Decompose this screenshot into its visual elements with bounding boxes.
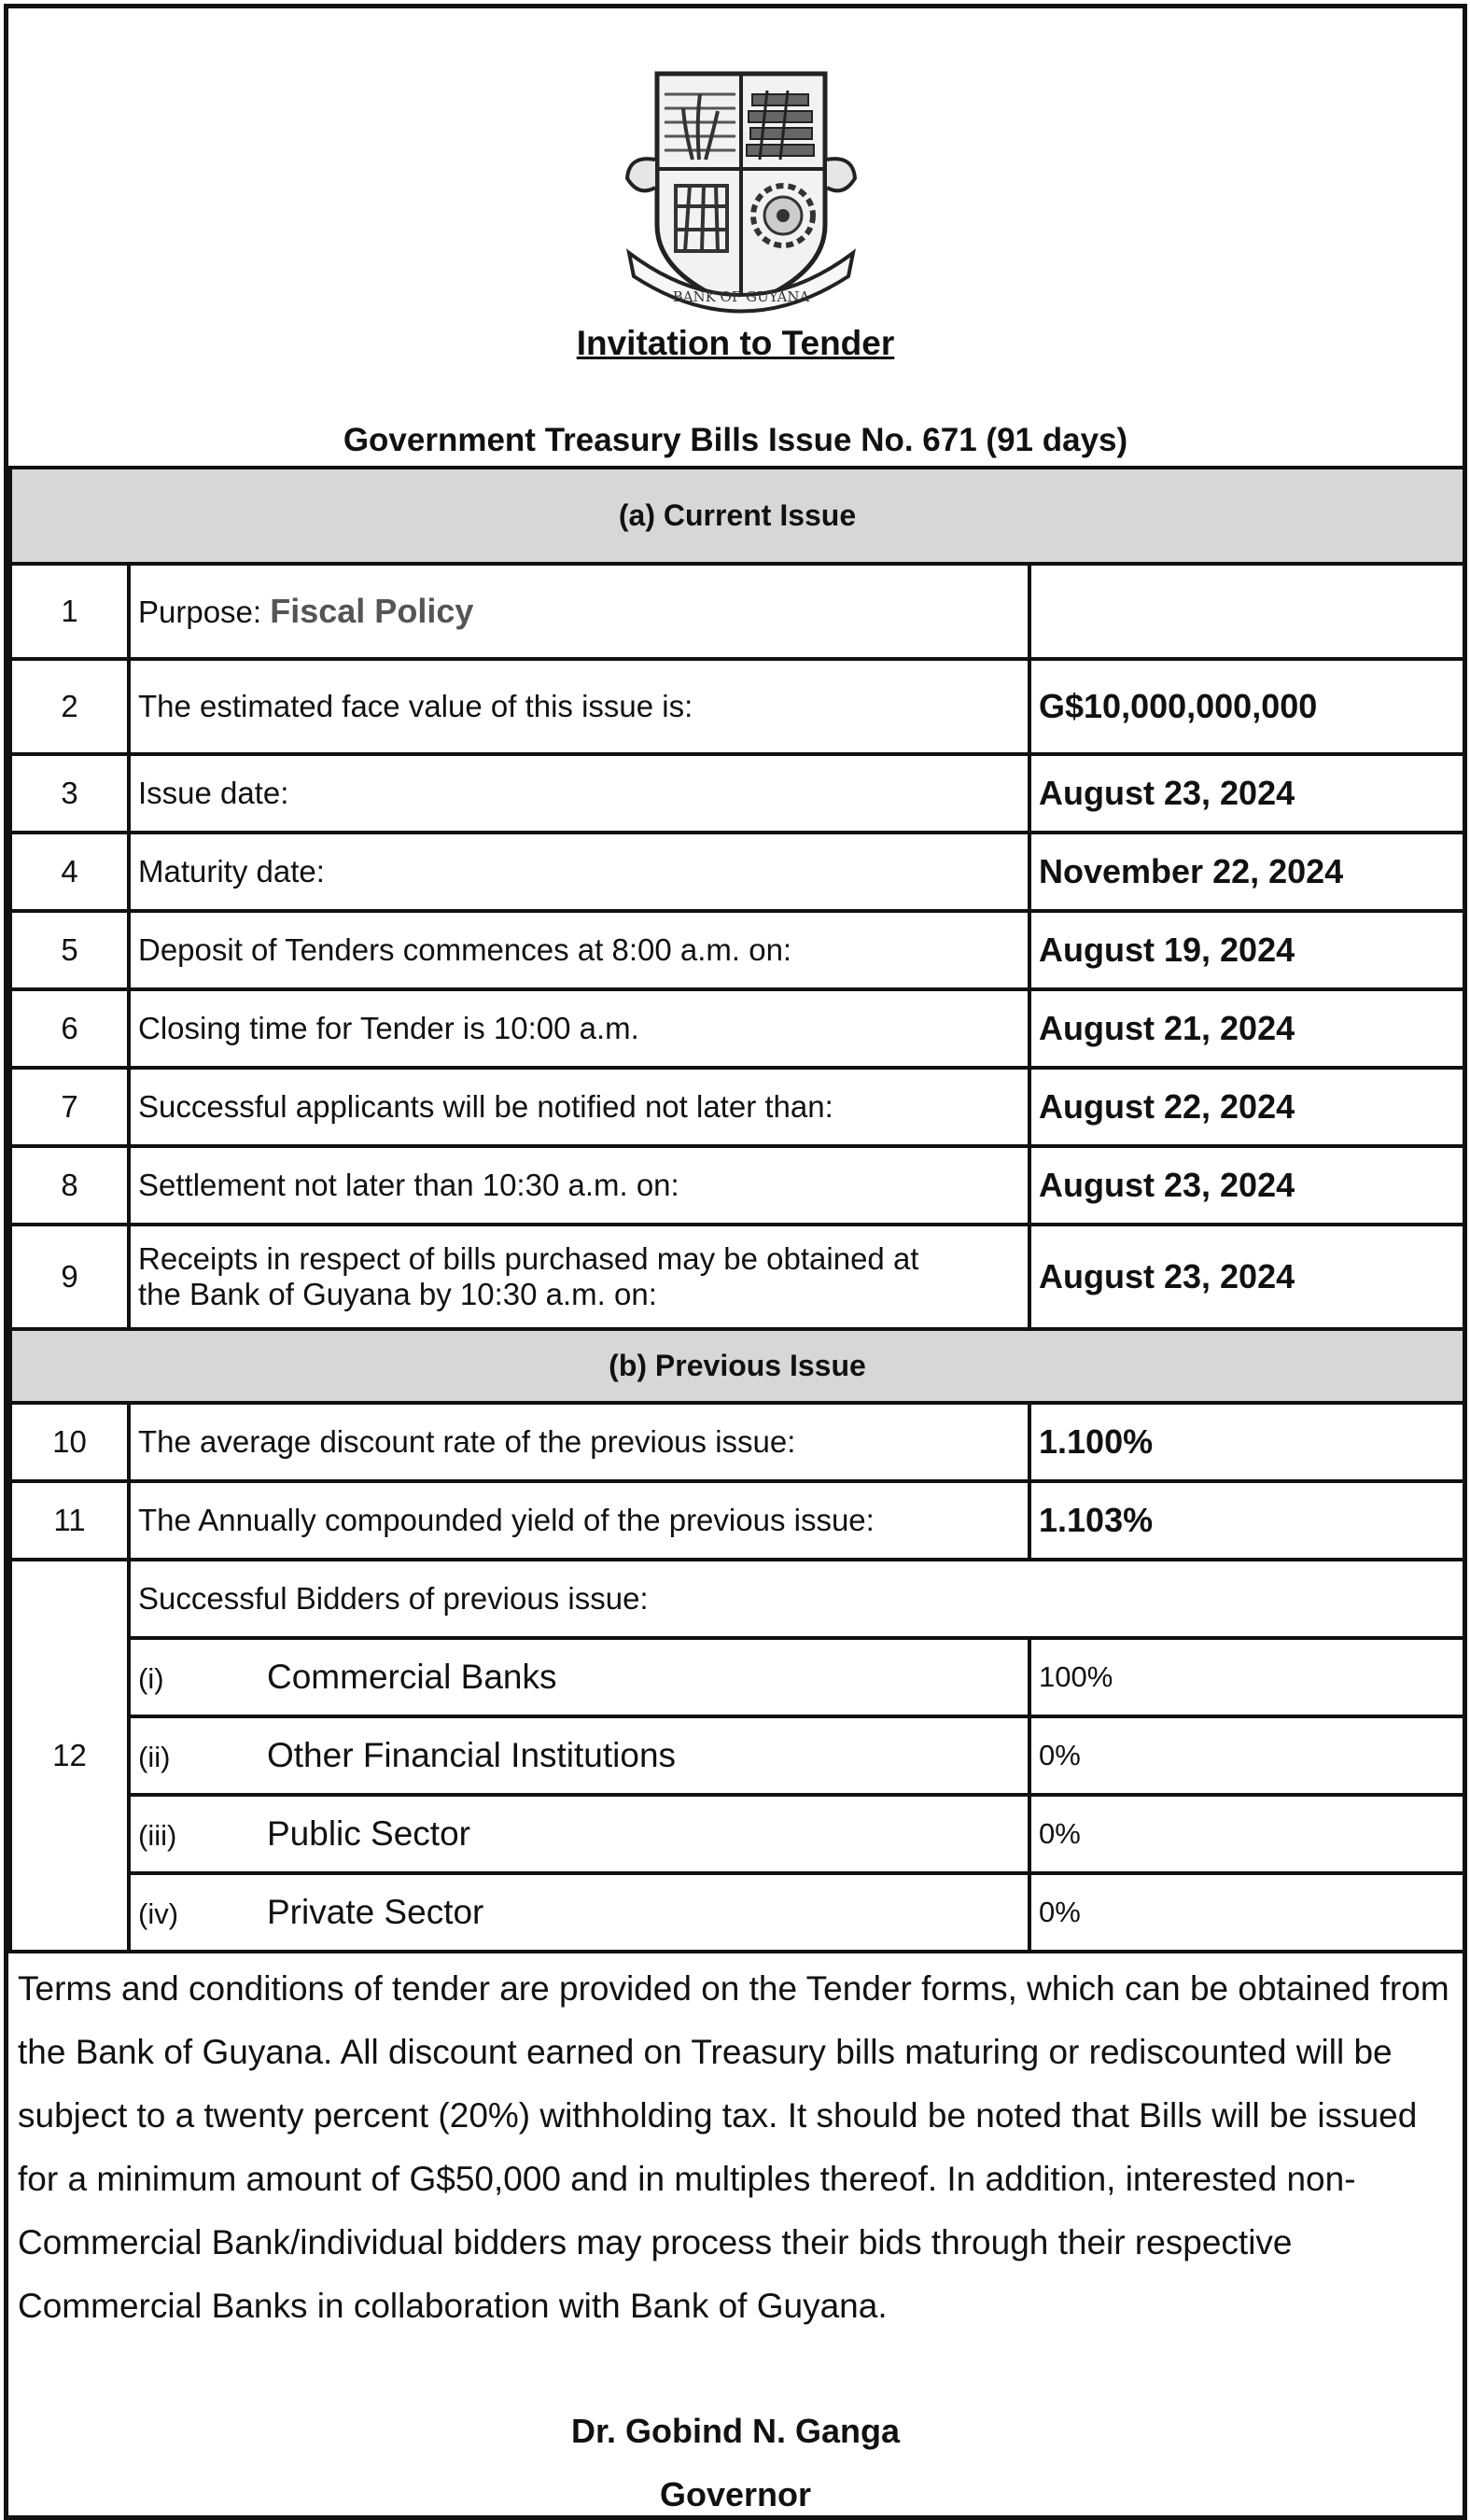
row-label: Closing time for Tender is 10:00 a.m.: [129, 989, 1029, 1068]
row-number: 4: [10, 833, 129, 911]
bidder-numeral: (iii): [138, 1819, 177, 1852]
bidder-category: Public Sector: [267, 1814, 470, 1853]
bidder-label: [129, 1638, 1029, 1716]
table-row: [10, 754, 1464, 833]
bidder-row: [10, 1638, 1464, 1716]
section-current-issue: [10, 468, 1464, 564]
terms-paragraph: Terms and conditions of tender are provided on the Tender forms, which can be obtained from the Bank of Guyana. All discount earned on Treasury bills maturing or rediscounted will be subject to a twenty percent (20%) withholding tax. It should be noted that Bills will be issued for a minimum amount of G$50,000 and in multiples thereof. In addition, interested non-Commercial Bank/individual bidders may process their bids through their respective Commercial Banks in collaboration with Bank of Guyana.: [18, 1969, 1449, 2325]
signatory-title: Governor: [659, 2475, 812, 2513]
table-row: [10, 1481, 1464, 1560]
row-value: [1029, 564, 1464, 659]
bidder-label: [129, 1795, 1029, 1873]
bidder-category: Private Sector: [267, 1893, 484, 1931]
bank-of-guyana-crest-icon: [610, 66, 872, 328]
row-label: Issue date:: [129, 754, 1029, 833]
row-number: 5: [10, 911, 129, 989]
table-row: [10, 989, 1464, 1068]
row-number: 9: [10, 1225, 129, 1329]
bidder-category: Commercial Banks: [267, 1658, 557, 1696]
svg-text:BANK OF GUYANA: BANK OF GUYANA: [672, 288, 810, 305]
table-row: [10, 911, 1464, 989]
bidder-share: 100%: [1029, 1638, 1464, 1716]
row-label: [129, 564, 1029, 659]
bidder-share: 0%: [1029, 1795, 1464, 1873]
row-label: Settlement not later than 10:30 a.m. on:: [129, 1146, 1029, 1225]
bidder-row: [10, 1795, 1464, 1873]
row-value: 1.103%: [1029, 1481, 1464, 1560]
table-row: [10, 1068, 1464, 1146]
row-label: Maturity date:: [129, 833, 1029, 911]
section-label: (b) Previous Issue: [10, 1329, 1464, 1403]
row-number: 7: [10, 1068, 129, 1146]
row-number: 3: [10, 754, 129, 833]
row-number: 2: [10, 659, 129, 754]
table-row: [10, 833, 1464, 911]
row-label: The average discount rate of the previous issue:: [129, 1403, 1029, 1481]
bidder-row: [10, 1873, 1464, 1952]
table-row: [10, 1403, 1464, 1481]
row-label-line: the Bank of Guyana by 10:30 a.m. on:: [138, 1277, 657, 1311]
row-value: August 22, 2024: [1029, 1068, 1464, 1146]
table-row: [10, 1225, 1464, 1329]
row-value: August 21, 2024: [1029, 989, 1464, 1068]
document-frame: [4, 4, 1467, 2520]
section-previous-issue: [10, 1329, 1464, 1403]
tender-table: [8, 466, 1466, 1953]
row-label: Successful applicants will be notified not later than:: [129, 1068, 1029, 1146]
bidder-numeral: (iv): [138, 1897, 179, 1930]
bidder-label: [129, 1716, 1029, 1795]
row-number: 10: [10, 1403, 129, 1481]
table-row: [10, 659, 1464, 754]
table-row: [10, 564, 1464, 659]
row-label-line: Receipts in respect of bills purchased may be obtained at: [138, 1241, 919, 1276]
issue-subtitle: Government Treasury Bills Issue No. 671 (91 days): [343, 422, 1128, 458]
row-value: November 22, 2024: [1029, 833, 1464, 911]
row-label: [129, 1225, 1029, 1329]
row-number: 1: [10, 564, 129, 659]
bidder-label: [129, 1873, 1029, 1952]
bidder-numeral: (ii): [138, 1741, 171, 1773]
bidder-category: Other Financial Institutions: [267, 1736, 677, 1774]
bidder-share: 0%: [1029, 1716, 1464, 1795]
row-number: 8: [10, 1146, 129, 1225]
purpose-value: Fiscal Policy: [270, 592, 474, 630]
row-value: August 23, 2024: [1029, 1146, 1464, 1225]
bidder-numeral: (i): [138, 1662, 164, 1695]
row-number: 6: [10, 989, 129, 1068]
row-label: Deposit of Tenders commences at 8:00 a.m. on:: [129, 911, 1029, 989]
document-header: [8, 8, 1463, 466]
row-value: G$10,000,000,000: [1029, 659, 1464, 754]
bidder-share: 0%: [1029, 1873, 1464, 1952]
row-number: 12: [10, 1560, 129, 1952]
row-label: The estimated face value of this issue is:: [129, 659, 1029, 754]
bidders-heading-row: [10, 1560, 1464, 1638]
bidder-row: [10, 1716, 1464, 1795]
row-label: The Annually compounded yield of the previous issue:: [129, 1481, 1029, 1560]
table-row: [10, 1146, 1464, 1225]
page-title: Invitation to Tender: [576, 324, 895, 362]
signatory-name: Dr. Gobind N. Ganga: [570, 2412, 901, 2450]
purpose-label: Purpose:: [138, 595, 271, 629]
section-label: (a) Current Issue: [10, 468, 1464, 564]
row-value: August 23, 2024: [1029, 754, 1464, 833]
row-number: 11: [10, 1481, 129, 1560]
row-value: August 19, 2024: [1029, 911, 1464, 989]
bidders-heading: Successful Bidders of previous issue:: [129, 1560, 1464, 1638]
row-value: 1.100%: [1029, 1403, 1464, 1481]
row-value: August 23, 2024: [1029, 1225, 1464, 1329]
